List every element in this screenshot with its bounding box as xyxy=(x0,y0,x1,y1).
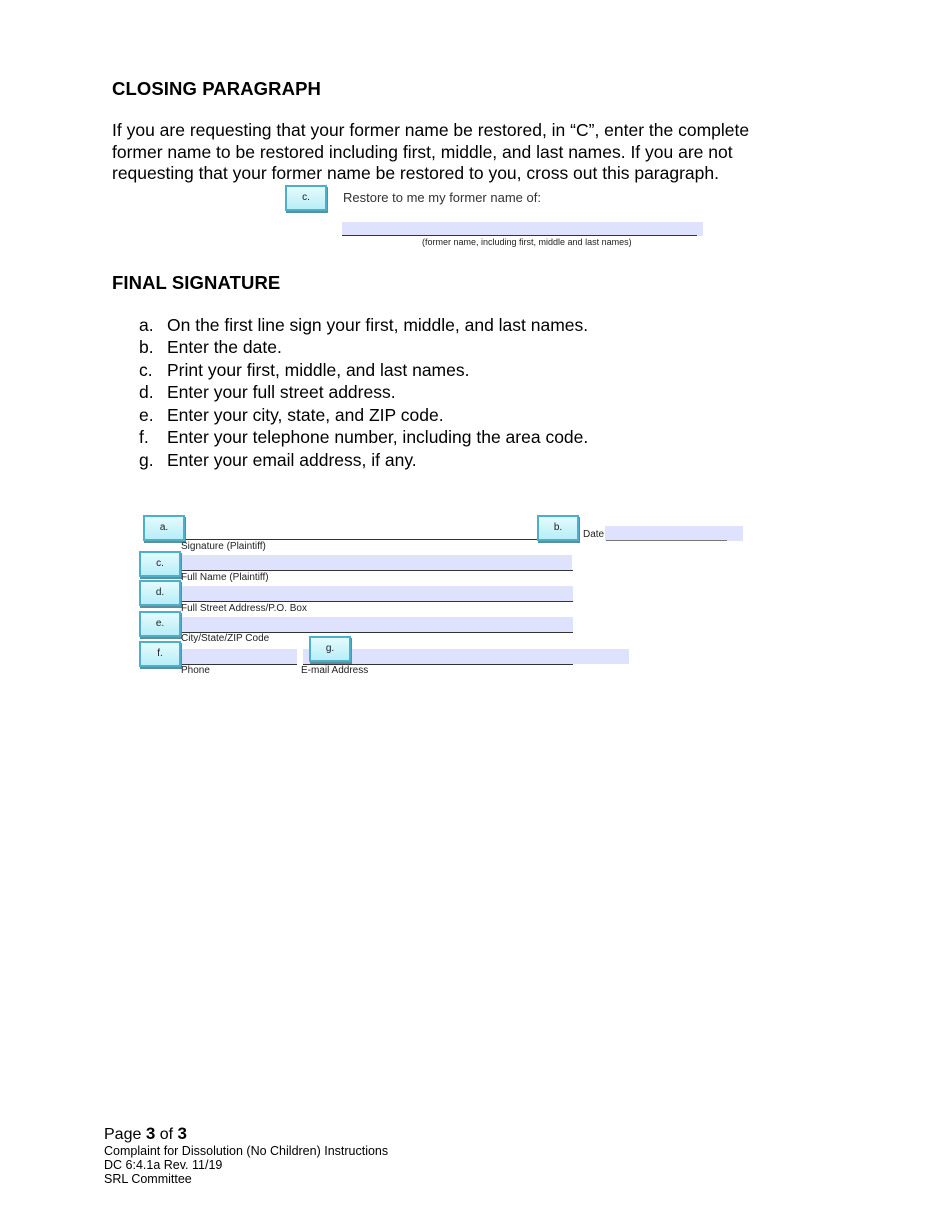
email-label: E-mail Address xyxy=(301,665,369,676)
page-current: 3 xyxy=(145,1124,156,1143)
full-name-label: Full Name (Plaintiff) xyxy=(181,572,269,583)
badge-c-former-name: c. xyxy=(285,185,327,211)
list-item xyxy=(139,382,588,405)
list-item xyxy=(139,359,588,382)
former-name-underline xyxy=(342,235,697,236)
signature-field[interactable] xyxy=(180,522,535,539)
badge-f-phone: f. xyxy=(139,641,181,667)
closing-line-1: If you are requesting that your former name be restored, in “C”, enter the complete xyxy=(112,120,750,140)
date-field[interactable] xyxy=(605,526,743,541)
full-name-underline xyxy=(180,570,573,571)
address-underline xyxy=(180,601,573,602)
page-prefix: Page xyxy=(104,1126,146,1143)
list-text: Enter your city, state, and ZIP code. xyxy=(167,404,444,425)
closing-line-2: former name to be restored including first, middle, and last names. If you are not xyxy=(112,141,733,162)
list-letter: g. xyxy=(139,449,154,470)
badge-a-signature: a. xyxy=(143,515,185,541)
list-text: Enter your email address, if any. xyxy=(167,449,417,470)
closing-paragraph-heading: CLOSING PARAGRAPH xyxy=(112,78,321,99)
list-text: Enter your full street address. xyxy=(167,382,396,403)
list-letter: c. xyxy=(139,359,153,380)
date-label: Date xyxy=(583,529,605,540)
list-item xyxy=(139,404,588,427)
list-letter: e. xyxy=(139,404,154,425)
footer-form-code: DC 6:4.1a Rev. 11/19 xyxy=(104,1158,223,1172)
full-name-field[interactable] xyxy=(180,555,572,570)
city-state-zip-label: City/State/ZIP Code xyxy=(181,633,270,644)
address-field[interactable] xyxy=(180,586,573,601)
signature-line xyxy=(180,539,573,540)
list-text: Print your first, middle, and last names. xyxy=(167,359,470,380)
phone-field[interactable] xyxy=(180,649,297,664)
closing-paragraph-text xyxy=(112,120,812,185)
date-underline xyxy=(606,540,727,541)
phone-label: Phone xyxy=(181,665,210,676)
list-letter: a. xyxy=(139,314,154,335)
badge-b-date: b. xyxy=(537,515,579,541)
page-of: of xyxy=(155,1126,178,1143)
badge-c-full-name: c. xyxy=(139,551,181,577)
city-state-zip-field[interactable] xyxy=(180,617,573,632)
former-name-field[interactable] xyxy=(342,222,703,236)
closing-line-3: requesting that your former name be restored to you, cross out this paragraph. xyxy=(112,163,719,183)
former-name-caption: (former name, including first, middle and last names) xyxy=(422,237,632,247)
list-letter: f. xyxy=(139,427,149,448)
list-text: Enter your telephone number, including the area code. xyxy=(167,427,589,448)
restore-former-name-label: Restore to me my former name of: xyxy=(343,190,541,205)
address-label: Full Street Address/P.O. Box xyxy=(181,603,307,614)
footer-committee: SRL Committee xyxy=(104,1172,192,1186)
list-letter: b. xyxy=(139,337,154,358)
list-item xyxy=(139,449,588,472)
list-item xyxy=(139,314,588,337)
badge-d-address: d. xyxy=(139,580,181,606)
final-signature-heading: FINAL SIGNATURE xyxy=(112,272,281,293)
page-number xyxy=(104,1124,187,1144)
badge-g-email: g. xyxy=(309,636,351,662)
footer-document-title: Complaint for Dissolution (No Children) Instructions xyxy=(104,1144,389,1158)
final-signature-list xyxy=(139,314,588,472)
list-text: On the first line sign your first, middle, and last names. xyxy=(167,314,589,335)
page-total: 3 xyxy=(177,1124,187,1143)
badge-e-city-state-zip: e. xyxy=(139,611,181,637)
email-field[interactable] xyxy=(303,649,629,664)
list-item xyxy=(139,427,588,450)
list-letter: d. xyxy=(139,382,154,403)
signature-label: Signature (Plaintiff) xyxy=(181,541,266,552)
list-text: Enter the date. xyxy=(167,337,282,358)
list-item xyxy=(139,337,588,360)
